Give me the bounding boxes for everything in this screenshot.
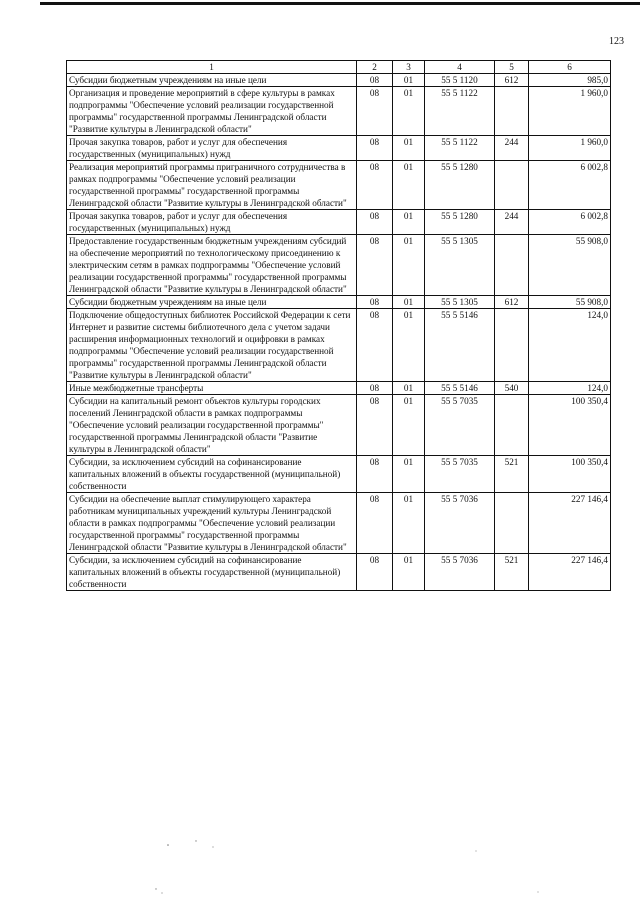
row-target-article-cell: 55 5 7035 bbox=[425, 456, 495, 493]
row-subsection-cell: 01 bbox=[393, 382, 425, 395]
row-name-cell: Реализация мероприятий программы приграничного сотрудничества в рамках подпрограммы "Обеспечение условий реализации государственной программы" государственной программы Ленинградской области "Развитие культуры в Ленинградской области" bbox=[67, 161, 357, 210]
column-header: 3 bbox=[393, 61, 425, 74]
row-target-article-cell: 55 5 1305 bbox=[425, 235, 495, 296]
row-expense-type-cell: 612 bbox=[495, 296, 529, 309]
column-header: 4 bbox=[425, 61, 495, 74]
row-amount-cell: 1 960,0 bbox=[529, 136, 611, 161]
row-target-article-cell: 55 5 7036 bbox=[425, 493, 495, 554]
row-expense-type-cell: 612 bbox=[495, 74, 529, 87]
row-subsection-cell: 01 bbox=[393, 493, 425, 554]
row-amount-cell: 55 908,0 bbox=[529, 296, 611, 309]
row-section-cell: 08 bbox=[357, 456, 393, 493]
column-header: 5 bbox=[495, 61, 529, 74]
row-name-cell: Субсидии бюджетным учреждениям на иные цели bbox=[67, 296, 357, 309]
row-amount-cell: 985,0 bbox=[529, 74, 611, 87]
row-subsection-cell: 01 bbox=[393, 210, 425, 235]
row-subsection-cell: 01 bbox=[393, 309, 425, 382]
row-section-cell: 08 bbox=[357, 136, 393, 161]
row-subsection-cell: 01 bbox=[393, 161, 425, 210]
row-name-cell: Прочая закупка товаров, работ и услуг для обеспечения государственных (муниципальных) нужд bbox=[67, 136, 357, 161]
row-target-article-cell: 55 5 7035 bbox=[425, 395, 495, 456]
row-section-cell: 08 bbox=[357, 395, 393, 456]
row-section-cell: 08 bbox=[357, 161, 393, 210]
row-target-article-cell: 55 5 5146 bbox=[425, 382, 495, 395]
row-name-cell: Субсидии на обеспечение выплат стимулирующего характера работникам муниципальных учреждений культуры Ленинградской области в рамках подпрограммы "Обеспечение условий реализации государственной программы" государственной программы Ленинградской области "Развитие культуры в Ленинградской области" bbox=[67, 493, 357, 554]
row-subsection-cell: 01 bbox=[393, 456, 425, 493]
row-name-cell: Прочая закупка товаров, работ и услуг для обеспечения государственных (муниципальных) нужд bbox=[67, 210, 357, 235]
page-number: 123 bbox=[609, 36, 624, 47]
row-amount-cell: 1 960,0 bbox=[529, 87, 611, 136]
row-subsection-cell: 01 bbox=[393, 74, 425, 87]
row-expense-type-cell: 244 bbox=[495, 210, 529, 235]
row-target-article-cell: 55 5 1120 bbox=[425, 74, 495, 87]
row-subsection-cell: 01 bbox=[393, 554, 425, 591]
row-subsection-cell: 01 bbox=[393, 395, 425, 456]
row-subsection-cell: 01 bbox=[393, 296, 425, 309]
row-name-cell: Подключение общедоступных библиотек Российской Федерации к сети Интернет и развитие системы библиотечного дела с учетом задачи расширения информационных технологий и оцифровки в рамках подпрограммы "Обеспечение условий реализации государственной программы" государственной программы Ленинградской области "Развитие культуры в Ленинградской области" bbox=[67, 309, 357, 382]
row-section-cell: 08 bbox=[357, 235, 393, 296]
row-section-cell: 08 bbox=[357, 309, 393, 382]
row-target-article-cell: 55 5 1305 bbox=[425, 296, 495, 309]
row-target-article-cell: 55 5 1280 bbox=[425, 161, 495, 210]
row-expense-type-cell: 521 bbox=[495, 456, 529, 493]
row-amount-cell: 124,0 bbox=[529, 309, 611, 382]
row-target-article-cell: 55 5 1122 bbox=[425, 87, 495, 136]
row-section-cell: 08 bbox=[357, 493, 393, 554]
row-target-article-cell: 55 5 1280 bbox=[425, 210, 495, 235]
row-subsection-cell: 01 bbox=[393, 235, 425, 296]
row-section-cell: 08 bbox=[357, 554, 393, 591]
row-target-article-cell: 55 5 1122 bbox=[425, 136, 495, 161]
column-header: 1 bbox=[67, 61, 357, 74]
row-amount-cell: 6 002,8 bbox=[529, 210, 611, 235]
row-amount-cell: 227 146,4 bbox=[529, 493, 611, 554]
column-header: 2 bbox=[357, 61, 393, 74]
row-amount-cell: 55 908,0 bbox=[529, 235, 611, 296]
row-name-cell: Субсидии на капитальный ремонт объектов культуры городских поселений Ленинградской области в рамках подпрограммы "Обеспечение условий реализации государственной программы" государственной программы Ленинградской области "Развитие культуры в Ленинградской области" bbox=[67, 395, 357, 456]
row-expense-type-cell: 244 bbox=[495, 136, 529, 161]
row-amount-cell: 100 350,4 bbox=[529, 395, 611, 456]
row-section-cell: 08 bbox=[357, 210, 393, 235]
row-amount-cell: 124,0 bbox=[529, 382, 611, 395]
column-header: 6 bbox=[529, 61, 611, 74]
row-expense-type-cell: 521 bbox=[495, 554, 529, 591]
row-section-cell: 08 bbox=[357, 296, 393, 309]
row-target-article-cell: 55 5 7036 bbox=[425, 554, 495, 591]
row-amount-cell: 227 146,4 bbox=[529, 554, 611, 591]
row-amount-cell: 100 350,4 bbox=[529, 456, 611, 493]
row-name-cell: Субсидии, за исключением субсидий на софинансирование капитальных вложений в объекты государственной (муниципальной) собственности bbox=[67, 456, 357, 493]
row-section-cell: 08 bbox=[357, 87, 393, 136]
row-section-cell: 08 bbox=[357, 382, 393, 395]
row-subsection-cell: 01 bbox=[393, 136, 425, 161]
row-amount-cell: 6 002,8 bbox=[529, 161, 611, 210]
row-name-cell: Иные межбюджетные трансферты bbox=[67, 382, 357, 395]
row-name-cell: Предоставление государственным бюджетным учреждениям субсидий на обеспечение мероприятий по технологическому присоединению к электрическим сетям в рамках подпрограммы "Обеспечение условий реализации государственной программы" государственной программы Ленинградской области "Развитие культуры в Ленинградской области" bbox=[67, 235, 357, 296]
row-subsection-cell: 01 bbox=[393, 87, 425, 136]
row-target-article-cell: 55 5 5146 bbox=[425, 309, 495, 382]
row-section-cell: 08 bbox=[357, 74, 393, 87]
row-name-cell: Организация и проведение мероприятий в сфере культуры в рамках подпрограммы "Обеспечение условий реализации государственной программы" государственной программы Ленинградской области "Развитие культуры в Ленинградской области" bbox=[67, 87, 357, 136]
row-expense-type-cell: 540 bbox=[495, 382, 529, 395]
row-name-cell: Субсидии, за исключением субсидий на софинансирование капитальных вложений в объекты государственной (муниципальной) собственности bbox=[67, 554, 357, 591]
row-name-cell: Субсидии бюджетным учреждениям на иные цели bbox=[67, 74, 357, 87]
